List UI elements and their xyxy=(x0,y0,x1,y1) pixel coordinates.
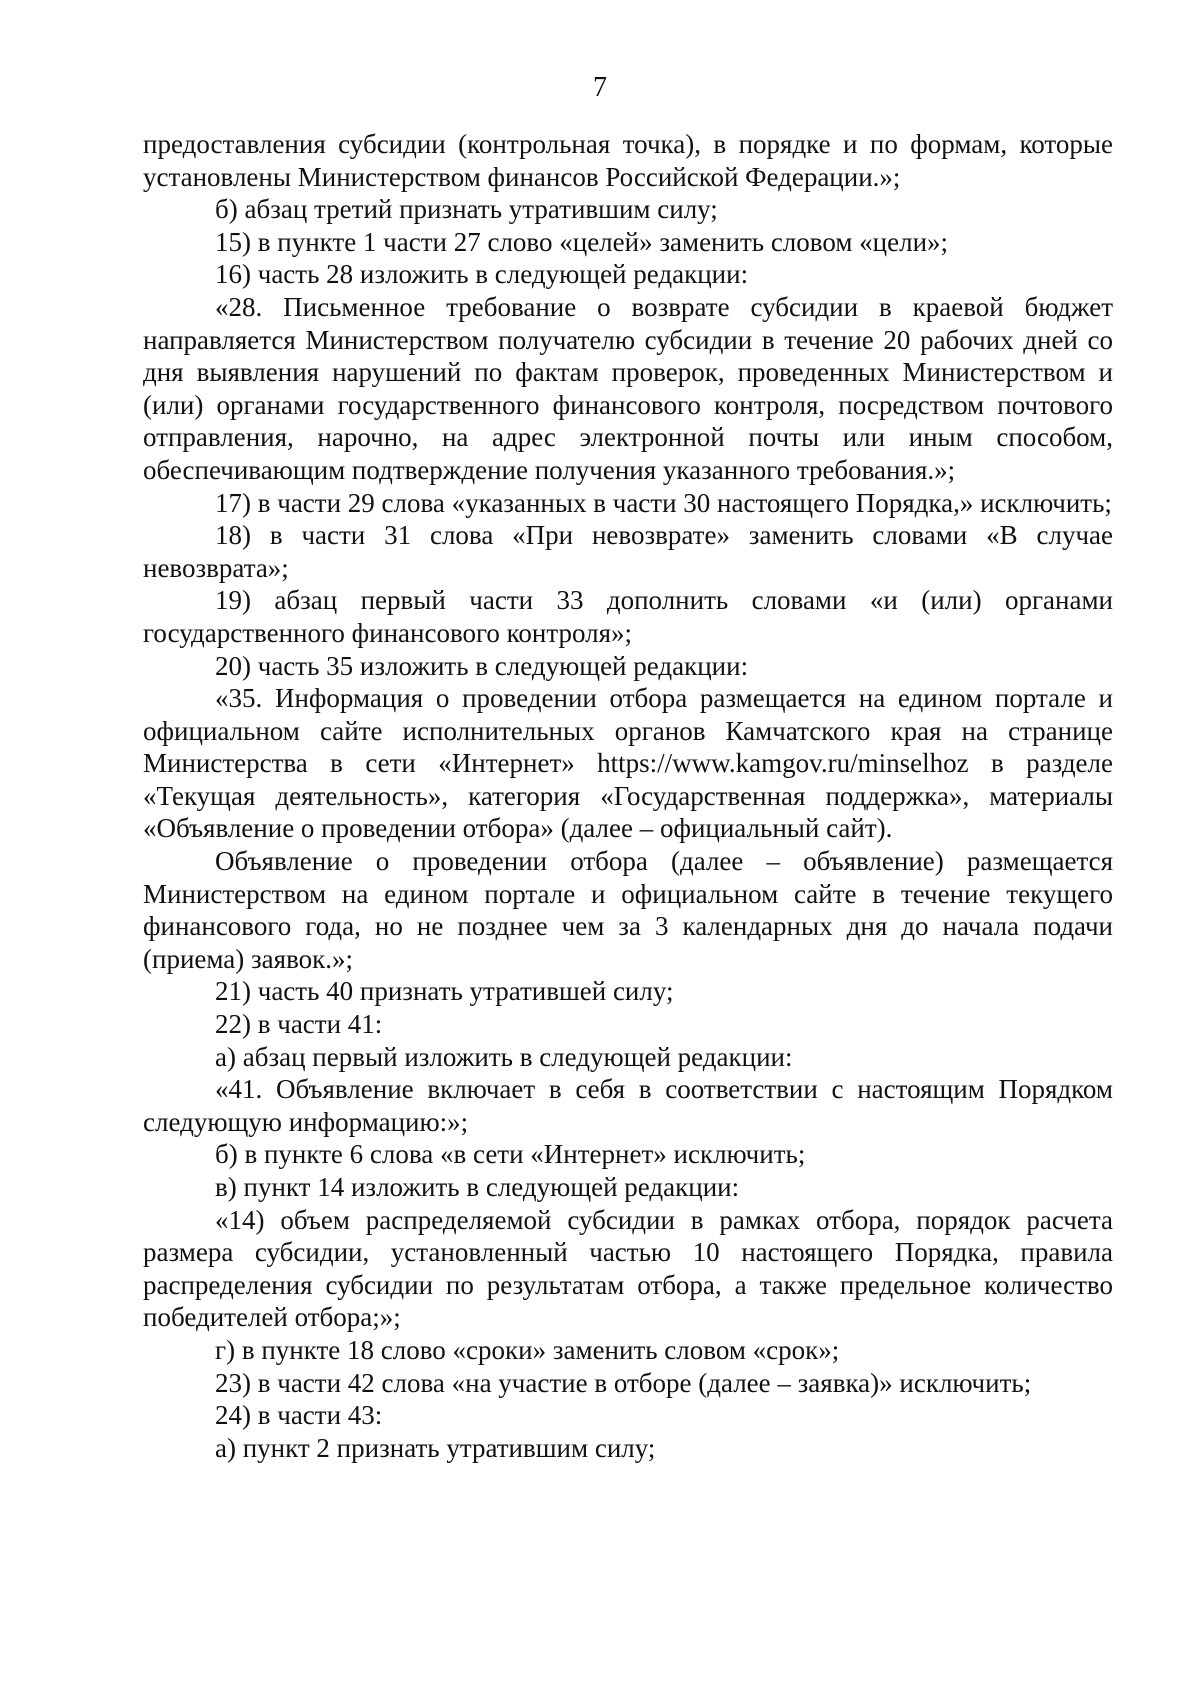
paragraph: г) в пункте 18 слово «сроки» заменить словом «срок»; xyxy=(215,1334,840,1365)
paragraph: б) абзац третий признать утратившим силу; xyxy=(215,194,718,225)
document-body xyxy=(143,128,1113,1464)
paragraph: в) пункт 14 изложить в следующей редакции: xyxy=(215,1172,740,1202)
paragraph: 22) в части 41: xyxy=(215,1009,383,1040)
paragraph: б) в пункте 6 слова «в сети «Интернет» исключить; xyxy=(215,1139,806,1170)
paragraph: а) абзац первый изложить в следующей редакции: xyxy=(215,1041,793,1072)
paragraph: предоставления субсидии (контрольная точка), в порядке и по формам, которые установлены Министерством финансов Российской Федерации.»; xyxy=(143,129,1113,192)
paragraph: 15) в пункте 1 части 27 слово «целей» заменить словом «цели»; xyxy=(215,226,949,257)
paragraph: 19) абзац первый части 33 дополнить словами «и (или) органами государственного финансового контроля»; xyxy=(143,585,1113,648)
paragraph: 24) в части 43: xyxy=(215,1400,383,1431)
paragraph: «14) объем распределяемой субсидии в рамках отбора, порядок расчета размера субсидии, установленный частью 10 настоящего Порядка, правила распределения субсидии по результатам отбора, а также предельное количество победителей отбора;»; xyxy=(143,1204,1113,1333)
paragraph: 17) в части 29 слова «указанных в части 30 настоящего Порядка,» исключить; xyxy=(215,487,1112,518)
paragraph: 23) в части 42 слова «на участие в отборе (далее – заявка)» исключить; xyxy=(215,1367,1032,1398)
paragraph: 18) в части 31 слова «При невозврате» заменить словами «В случае невозврата»; xyxy=(143,520,1113,583)
paragraph: «35. Информация о проведении отбора размещается на едином портале и официальном сайте исполнительных органов Камчатского края на странице Министерства в сети «Интернет» https://www.kamgov.ru/minselhoz в разделе «Текущая деятельность», категория «Государственная поддержка», материалы «Объявление о проведении отбора» (далее – официальный сайт). xyxy=(143,683,1113,844)
paragraph: а) пункт 2 признать утратившим силу; xyxy=(215,1432,656,1463)
paragraph: Объявление о проведении отбора (далее – объявление) размещается Министерством на едином портале и официальном сайте в течение текущего финансового года, но не позднее чем за 3 календарных дня до начала подачи (приема) заявок.»; xyxy=(143,846,1113,974)
paragraph: 16) часть 28 изложить в следующей редакции: xyxy=(215,259,749,290)
page-number: 7 xyxy=(593,72,607,103)
paragraph: 21) часть 40 признать утратившей силу; xyxy=(215,976,674,1007)
paragraph: «28. Письменное требование о возврате субсидии в краевой бюджет направляется Министерством получателю субсидии в течение 20 рабочих дней со дня выявления нарушений по фактам проверок, проведенных Министерством и (или) органами государственного финансового контроля, посредством почтового отправления, нарочно, на адрес электронной почты или иным способом, обеспечивающим подтверждение получения указанного требования.»; xyxy=(143,291,1113,485)
paragraph: 20) часть 35 изложить в следующей редакции: xyxy=(215,650,749,681)
paragraph: «41. Объявление включает в себя в соответствии с настоящим Порядком следующую информацию:»; xyxy=(143,1074,1113,1137)
